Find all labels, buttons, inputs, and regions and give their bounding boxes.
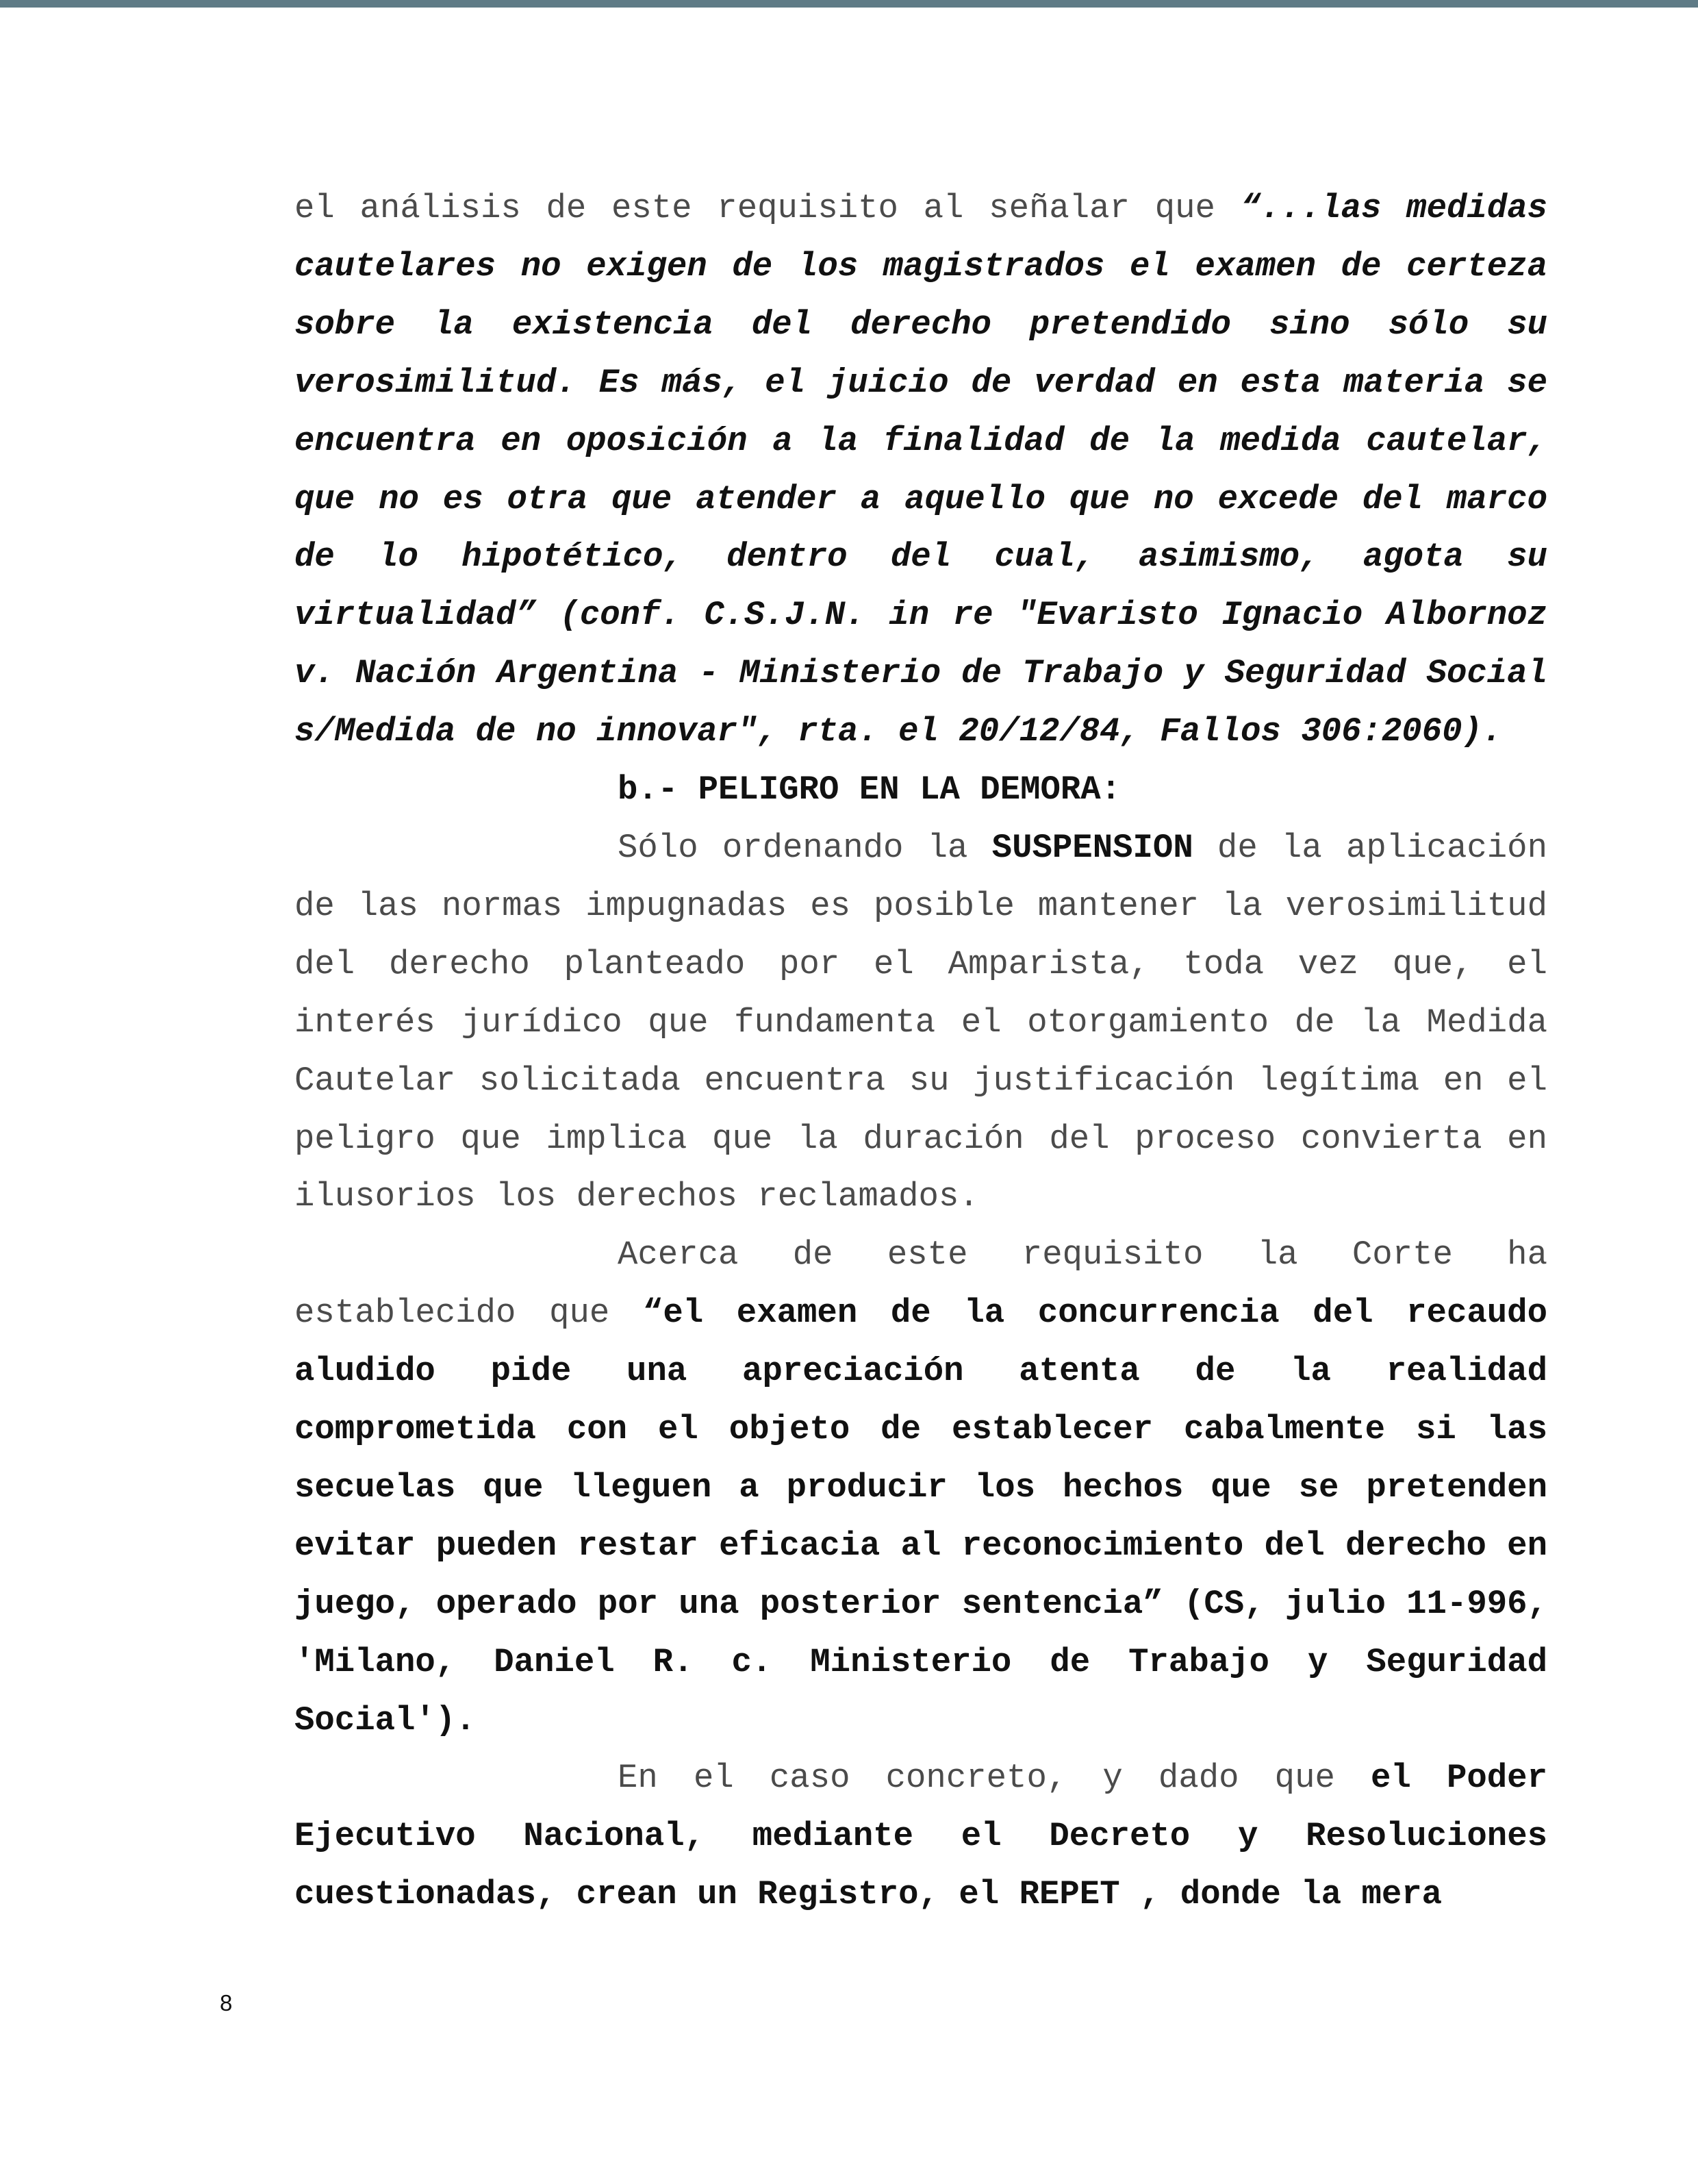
section-heading-peligro-demora: b.- PELIGRO EN LA DEMORA:	[618, 770, 1122, 809]
paragraph-caso-concreto	[294, 1749, 1547, 1924]
paragraph-corte-requisito	[294, 1226, 1547, 1749]
suspension-bold-term: SUSPENSION	[991, 828, 1193, 867]
top-border-rule	[0, 0, 1698, 8]
document-body	[294, 179, 1547, 1924]
paragraph-body-text: de la aplicación de las normas impugnadas es posible mantener la verosimilitud del derecho planteado por el Amparista, toda vez que, el interés jurídico que fundamenta el otorgamiento de la Medida Cautelar solicitada encuentra su justificación legítima en el peligro que implica que la duración del proceso convierta en ilusorios los derechos reclamados.	[294, 828, 1547, 1216]
paragraph-lead-text: Acerca de este requisito la Corte ha establecido que	[294, 1235, 1547, 1333]
paragraph-lead-text: En el caso concreto, y dado que	[618, 1759, 1371, 1798]
paragraph-lead-text: Sólo ordenando la	[618, 828, 992, 867]
court-quote-bold: “el examen de la concurrencia del recaudo aludido pide una apreciación atenta de la realidad comprometida con el objeto de establecer cabalmente si las secuelas que lleguen a producir los hechos que se pretenden evitar pueden restar eficacia al reconocimiento del derecho en juego, operado por una posterior sentencia” (CS, julio 11-996, 'Milano, Daniel R. c. Ministerio de Trabajo y Seguridad Social').	[294, 1294, 1547, 1740]
page-number: 8	[220, 1990, 233, 2016]
paragraph-suspension	[294, 819, 1547, 1226]
paragraph-court-citation-verosimilitud	[294, 179, 1547, 761]
caso-concreto-bold: el Poder Ejecutivo Nacional, mediante el Decreto y Resoluciones cuestionadas, crean un Registro, el REPET , donde la mera	[294, 1759, 1547, 1914]
court-quote-bold-italic: “...las medidas cautelares no exigen de los magistrados el examen de certeza sobre la existencia del derecho pretendido sino sólo su verosimilitud. Es más, el juicio de verdad en esta materia se encuentra en oposición a la finalidad de la medida cautelar, que no es otra que atender a aquello que no excede del marco de lo hipotético, dentro del cual, asimismo, agota su virtualidad” (conf. C.S.J.N. in re "Evaristo Ignacio Albornoz v. Nación Argentina - Ministerio de Trabajo y Seguridad Social s/Medida de no innovar", rta. el 20/12/84, Fallos 306:2060).	[294, 189, 1547, 751]
paragraph-lead-text: el análisis de este requisito al señalar que	[294, 189, 1241, 227]
